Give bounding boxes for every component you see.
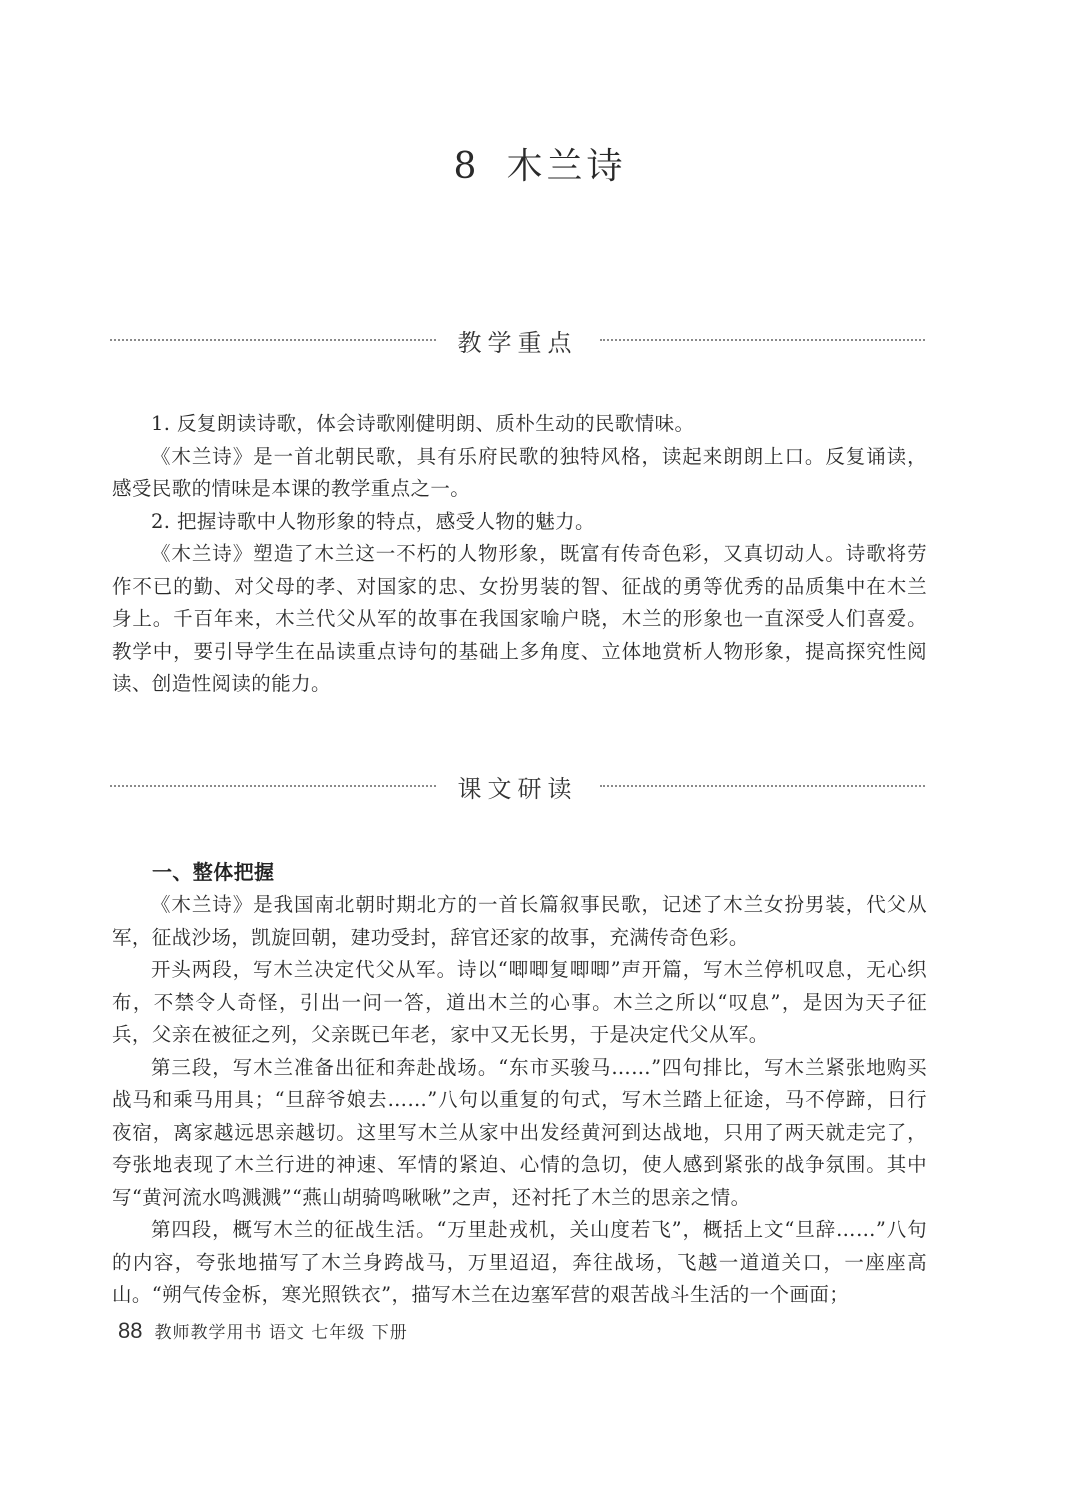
teaching-focus-body [112, 408, 927, 701]
study-paragraph-2: 开头两段，写木兰决定代父从军。诗以“唧唧复唧唧”声开篇，写木兰停机叹息，无心织布，不禁令人奇怪，引出一问一答，道出木兰的心事。木兰之所以“叹息”，是因为天子征兵，父亲在被征之列，父亲既已年老，家中又无长男，于是决定代父从军。 [112, 958, 927, 1046]
focus-item-2: 2. 把握诗歌中人物形象的特点，感受人物的魅力。 [151, 509, 595, 533]
chapter-title-text: 木兰诗 [506, 146, 627, 187]
page-number: 88 [118, 1318, 143, 1343]
page-footer [118, 1318, 408, 1344]
section-header-teaching-focus [110, 320, 925, 360]
study-paragraph-3: 第三段，写木兰准备出征和奔赴战场。“东市买骏马……”四句排比，写木兰紧张地购买战马和乘马用具；“旦辞爷娘去……”八句以重复的句式，写木兰踏上征途，马不停蹄，日行夜宿，离家越远思亲越切。这里写木兰从家中出发经黄河到达战地，只用了两天就走完了，夸张地表现了木兰行进的神速、军情的紧迫、心情的急切，使人感到紧张的战争氛围。其中写“黄河流水鸣溅溅”“燕山胡骑鸣啾啾”之声，还衬托了木兰的思亲之情。 [112, 1055, 927, 1209]
text-study-body [112, 855, 927, 1312]
book-title: 教师教学用书 语文 七年级 下册 [154, 1323, 408, 1343]
focus-paragraph-1: 《木兰诗》是一首北朝民歌，具有乐府民歌的独特风格，读起来朗朗上口。反复诵读，感受民歌的情味是本课的教学重点之一。 [112, 444, 927, 500]
dotted-rule-right [600, 785, 926, 787]
section-header-text-study [110, 766, 925, 806]
study-paragraph-1: 《木兰诗》是我国南北朝时期北方的一首长篇叙事民歌，记述了木兰女扮男装，代父从军，征战沙场，凯旋回朝，建功受封，辞官还家的故事，充满传奇色彩。 [112, 893, 927, 949]
focus-paragraph-2: 《木兰诗》塑造了木兰这一不朽的人物形象，既富有传奇色彩，又真切动人。诗歌将劳作不已的勤、对父母的孝、对国家的忠、女扮男装的智、征战的勇等优秀的品质集中在木兰身上。千百年来，木兰代父从军的故事在我国家喻户晓，木兰的形象也一直深受人们喜爱。教学中，要引导学生在品读重点诗句的基础上多角度、立体地赏析人物形象，提高探究性阅读、创造性阅读的能力。 [112, 542, 927, 695]
section-label-text-study: 课文研读 [457, 774, 578, 803]
dotted-rule-right [600, 339, 926, 341]
chapter-title [0, 138, 1080, 189]
dotted-rule-left [110, 785, 436, 787]
subheading-overall-grasp: 一、整体把握 [152, 860, 275, 884]
section-label-teaching-focus: 教学重点 [457, 328, 578, 357]
dotted-rule-left [110, 339, 436, 341]
study-paragraph-4: 第四段，概写木兰的征战生活。“万里赴戎机，关山度若飞”，概括上文“旦辞……”八句的内容，夸张地描写了木兰身跨战马，万里迢迢，奔往战场，飞越一道道关口，一座座高山。“朔气传金柝，寒光照铁衣”，描写木兰在边塞军营的艰苦战斗生活的一个画面； [112, 1218, 927, 1306]
focus-item-1: 1. 反复朗读诗歌，体会诗歌刚健明朗、质朴生动的民歌情味。 [151, 412, 695, 435]
chapter-number: 8 [453, 146, 481, 187]
